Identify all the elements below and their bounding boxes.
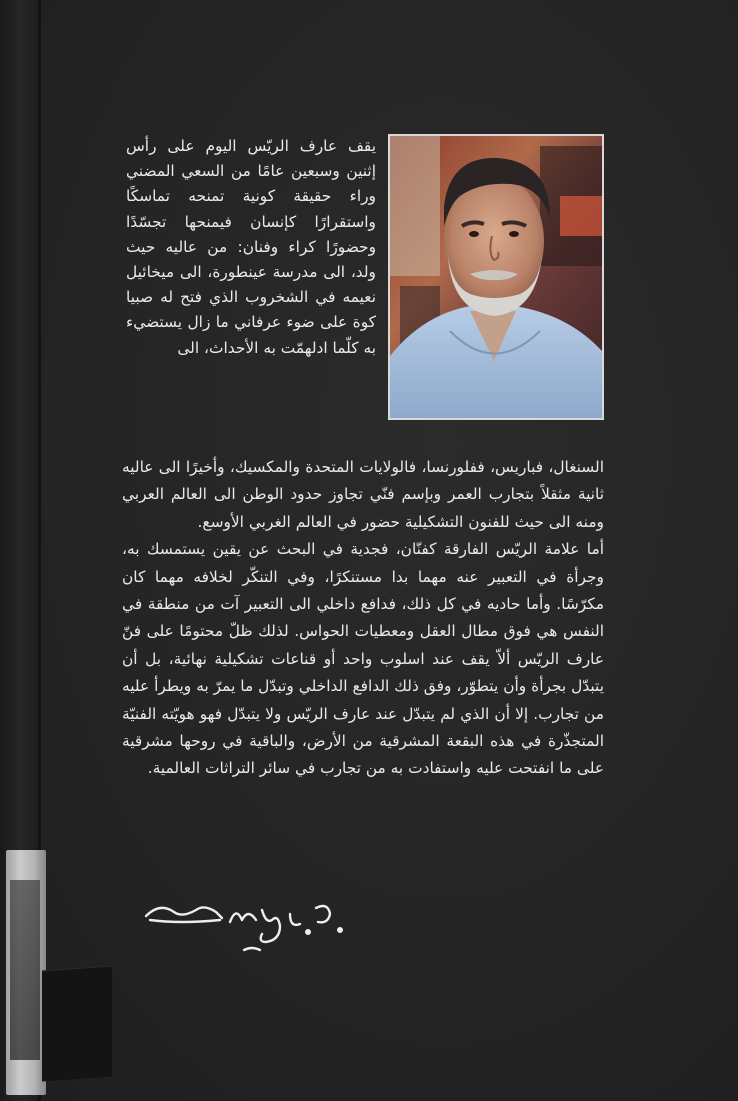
author-photo — [388, 134, 604, 420]
tape-shadow — [10, 880, 40, 1060]
bio-paragraph-1-continued: السنغال، فباريس، ففلورنسا، فالولايات المتحدة والمكسيك، وأخيرًا الى عاليه ثانية مثقلاً بتجارب العمر وبإسم فنّي تجاوز حدود الوطن الى العالم العربي ومنه الى حيث للفنون التشكيلية حضور في العالم الغربي الأوسع. — [122, 458, 604, 531]
dark-tape-patch — [42, 966, 112, 1082]
bio-text-wide — [122, 454, 604, 783]
bio-text-top: يقف عارف الريّس اليوم على رأس إثنين وسبعين عامًا من السعي المضني وراء حقيقة كونية تمنحه تماسكًا واستقرارًا كإنسان فيمنحها تجسّدًا وحضورًا كراء وفنان: من عاليه حيث ولد، الى مدرسة عينطورة، الى ميخائيل نعيمه في الشخروب الذي فتح له صبيا كوة على ضوء عرفاني ما زال يستضيء به كلّما ادلهمّت به الأحداث، الى — [126, 137, 376, 357]
author-portrait-image — [390, 136, 602, 418]
handwritten-signature-image — [140, 880, 360, 960]
signature — [140, 880, 360, 960]
bio-paragraph-2: أما علامة الريّس الفارقة كفنّان، فجدية في البحث عن يقين يستمسك به، وجرأة في التعبير عنه مهما بدا مستنكرًا، وفي التنكّر لخلافه مهما كان مكرّسًا. وأما حاديه في كل ذلك، فدافع داخلي الى التعبير آت من منطقة في النفس هي فوق مطال العقل ومعطيات الحواس. لذلك ظلّ محتومًا على فنّ عارف الريّس ألاّ يقف عند اسلوب واحد أو قناعات تشكيلية نهائية، بل أن يتبدّل بجرأة وأن يتطوّر، وفق ذلك الدافع الداخلي وتبدّل ما يمرّ به ويطرأ عليه من تجارب. إلا أن الذي لم يتبدّل عند عارف الريّس ولا يتبدّل فهو هويّته الفنيّة المتجذّرة في هذه البقعة المشرقية من الأرض، والباقية في روحها مشرقية على ما انفتحت عليه واستفادت به من تجارب في سائر التراثات العالمية. — [122, 540, 604, 778]
